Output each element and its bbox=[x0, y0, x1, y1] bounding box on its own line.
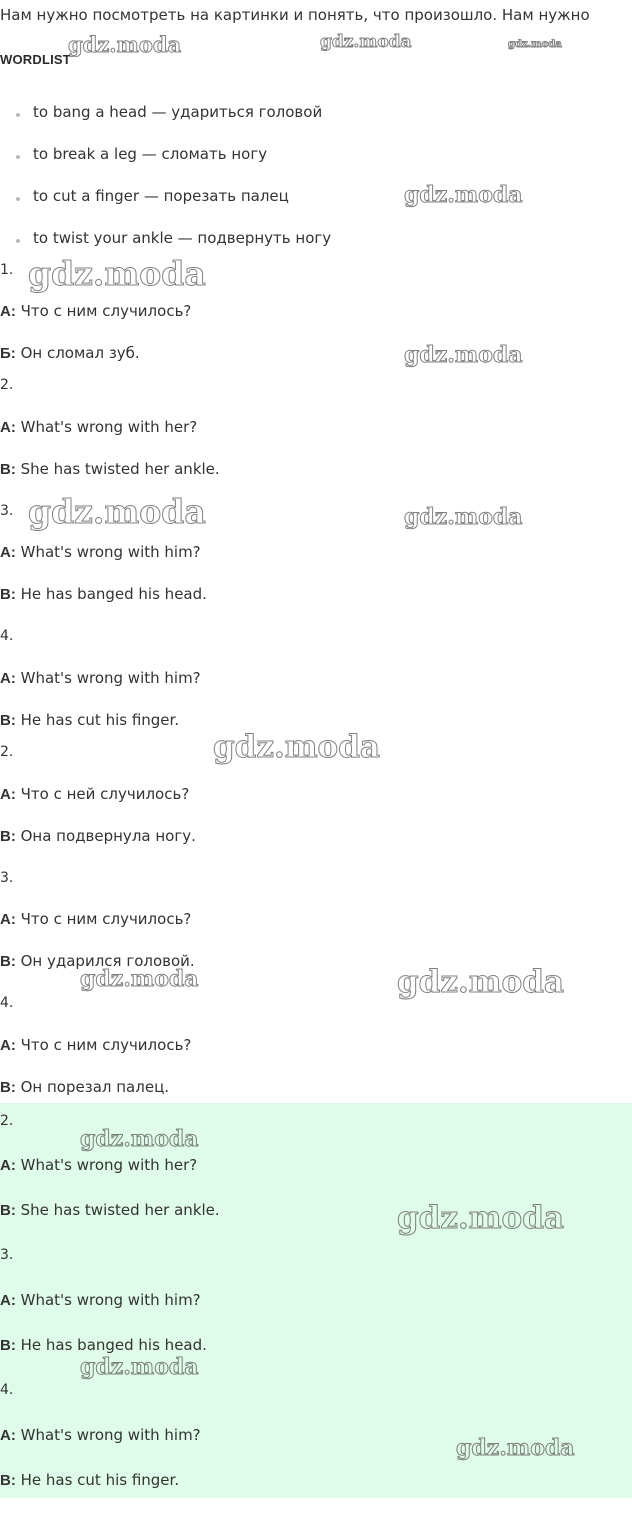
dialogue-line-b: B: He has cut his finger. bbox=[0, 1471, 180, 1489]
dialogue-line-a: A: What's wrong with her? bbox=[0, 1156, 198, 1174]
bullet-icon bbox=[16, 155, 20, 159]
watermark: gdz.moda bbox=[213, 729, 380, 765]
dialogue-line-b: B: Она подвернула ногу. bbox=[0, 827, 196, 845]
dialogue-line-a: A: What's wrong with her? bbox=[0, 418, 198, 436]
dialogue-line-a: A: Что с ней случилось? bbox=[0, 785, 190, 803]
dialogue-number: 2. bbox=[0, 377, 14, 393]
watermark: gdz.moda bbox=[28, 254, 206, 293]
dialogue-line-b: B: Он ударился головой. bbox=[0, 952, 195, 970]
dialogue-number: 3. bbox=[0, 503, 14, 519]
dialogue-number: 2. bbox=[0, 1113, 14, 1129]
dialogue-number: 4. bbox=[0, 628, 14, 644]
dialogue-number: 1. bbox=[0, 262, 14, 278]
dialogue-line-a: A: Что с ним случилось? bbox=[0, 910, 192, 928]
wordlist-heading: WORDLIST bbox=[0, 52, 71, 67]
bullet-icon bbox=[16, 113, 20, 117]
watermark: gdz.moda bbox=[508, 39, 562, 50]
watermark: gdz.moda bbox=[397, 964, 564, 1000]
dialogue-line-b: B: He has banged his head. bbox=[0, 585, 207, 603]
dialogue-line-b: B: He has cut his finger. bbox=[0, 711, 180, 729]
watermark: gdz.moda bbox=[320, 32, 412, 52]
dialogue-line-b: Б: Он сломал зуб. bbox=[0, 344, 140, 362]
dialogue-line-a: A: Что с ним случилось? bbox=[0, 1036, 192, 1054]
dialogue-line-b: B: She has twisted her ankle. bbox=[0, 460, 220, 478]
dialogue-line-a: A: What's wrong with him? bbox=[0, 1291, 201, 1309]
dialogue-line-a: A: What's wrong with him? bbox=[0, 1426, 201, 1444]
wordlist-item: to break a leg — сломать ногу bbox=[33, 145, 268, 163]
wordlist-item: to twist your ankle — подвернуть ногу bbox=[33, 229, 332, 247]
dialogue-line-a: A: Что с ним случилось? bbox=[0, 302, 192, 320]
dialogue-line-b: B: She has twisted her ankle. bbox=[0, 1201, 220, 1219]
dialogue-line-b: B: Он порезал палец. bbox=[0, 1078, 170, 1096]
dialogue-line-a: A: What's wrong with him? bbox=[0, 543, 201, 561]
bullet-icon bbox=[16, 197, 20, 201]
watermark: gdz.moda bbox=[404, 504, 523, 530]
dialogue-number: 3. bbox=[0, 1247, 14, 1263]
dialogue-number: 2. bbox=[0, 744, 14, 760]
wordlist-item: to bang a head — удариться головой bbox=[33, 103, 323, 121]
dialogue-line-b: B: He has banged his head. bbox=[0, 1336, 207, 1354]
dialogue-line-a: A: What's wrong with him? bbox=[0, 669, 201, 687]
dialogue-number: 3. bbox=[0, 870, 14, 886]
intro-text: Нам нужно посмотреть на картинки и понять, что произошло. Нам нужно bbox=[0, 6, 590, 24]
watermark: gdz.moda bbox=[28, 492, 206, 531]
wordlist-item: to cut a finger — порезать палец bbox=[33, 187, 289, 205]
watermark: gdz.moda bbox=[80, 966, 199, 992]
bullet-icon bbox=[16, 239, 20, 243]
watermark: gdz.moda bbox=[404, 342, 523, 368]
watermark: gdz.moda bbox=[404, 182, 523, 208]
dialogue-number: 4. bbox=[0, 1382, 14, 1398]
watermark: gdz.moda bbox=[68, 32, 182, 57]
dialogue-number: 4. bbox=[0, 995, 14, 1011]
